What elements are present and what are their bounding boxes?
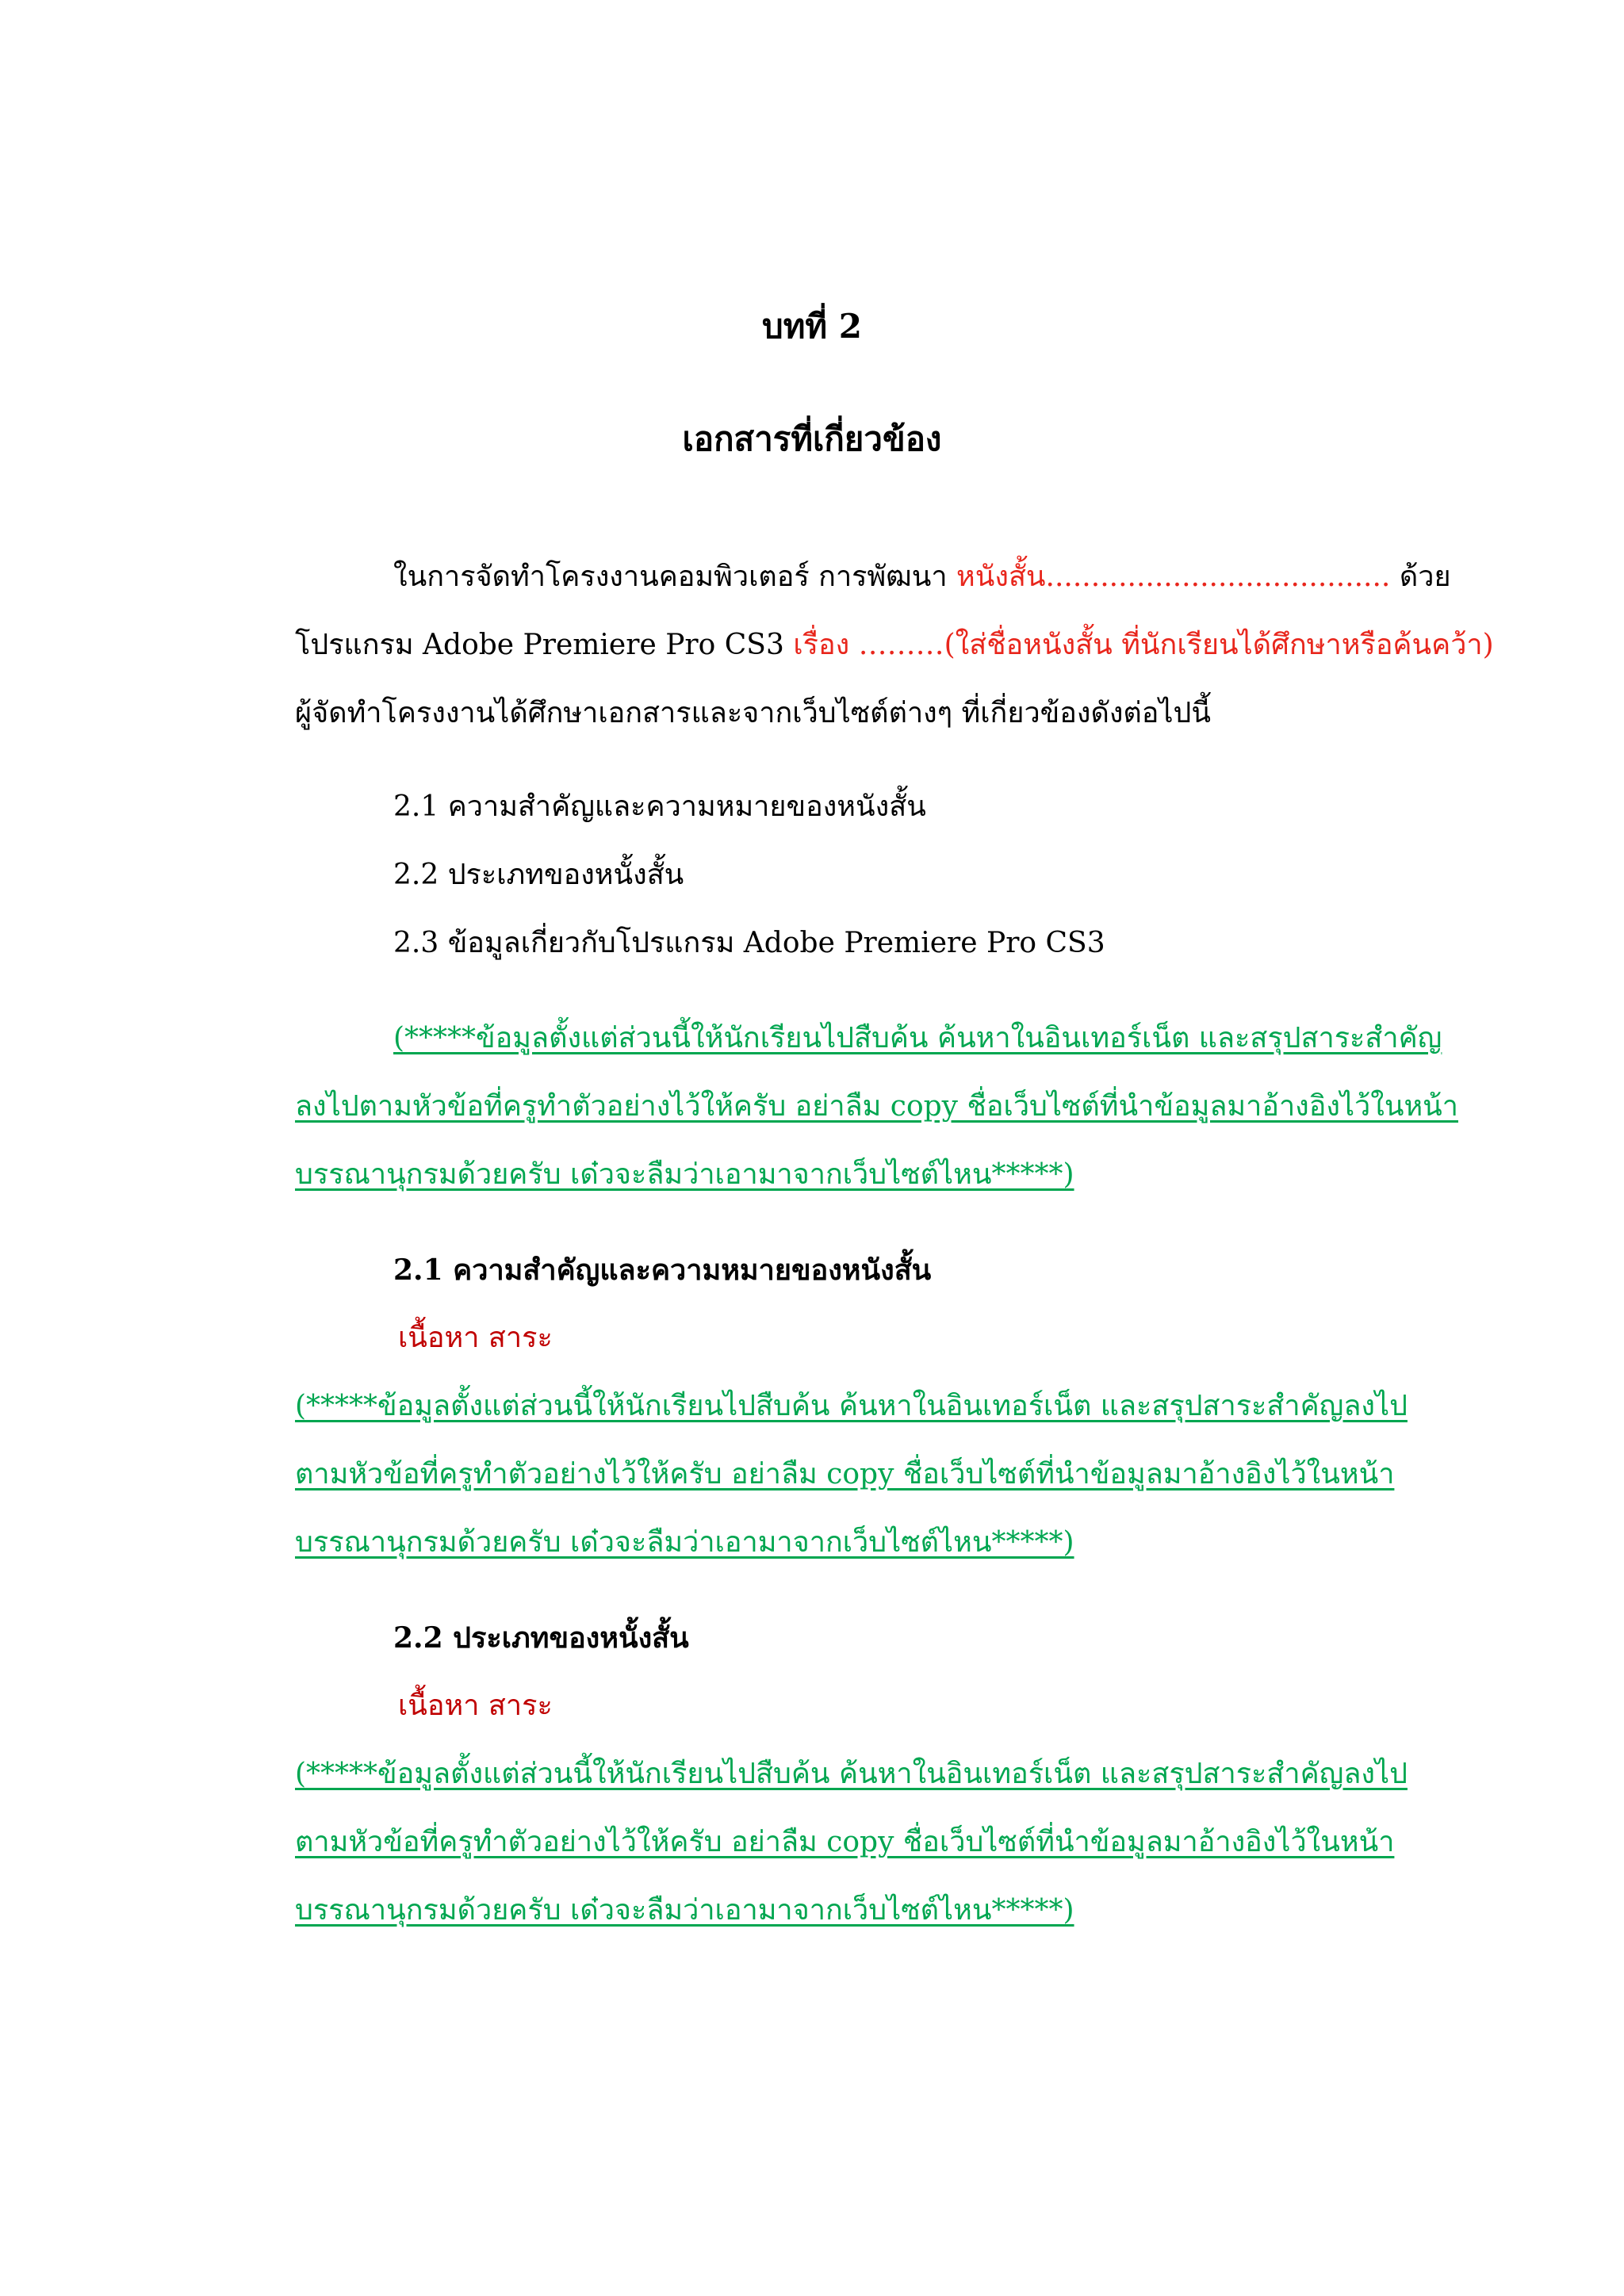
intro-title-placeholder: เรื่อง ………(ใส่ชื่อหนังสั้น ที่นักเรียนได้ศึกษาหรือค้นคว้า): [793, 629, 1494, 661]
chapter-title: เอกสารที่เกี่ยวข้อง: [682, 419, 942, 458]
section-2-1-note-line-1: (*****ข้อมูลตั้งแต่ส่วนนี้ให้นักเรียนไปสืบค้น ค้นหาในอินเทอร์เน็ต และสรุปสาระสำคัญลงไป: [295, 1390, 1408, 1422]
section-2-1-content-label: เนื้อหา สาระ: [398, 1322, 553, 1354]
note-1-line-3: บรรณานุกรมด้วยครับ เด๋วจะลืมว่าเอามาจากเว็บไซต์ไหน*****): [295, 1158, 1074, 1191]
intro-line-3: ผู้จัดทำโครงงานได้ศึกษาเอกสารและจากเว็บไซต์ต่างๆ ที่เกี่ยวข้องดังต่อไปนี้: [295, 697, 1211, 729]
note-1-line-1: (*****ข้อมูลตั้งแต่ส่วนนี้ให้นักเรียนไปสืบค้น ค้นหาในอินเทอร์เน็ต และสรุปสาระสำคัญ: [393, 1022, 1442, 1054]
intro-line-1-text: ในการจัดทำโครงงานคอมพิวเตอร์ การพัฒนา: [393, 561, 948, 593]
toc-item-3: 2.3 ข้อมูลเกี่ยวกับโปรแกรม Adobe Premiere Pro CS3: [393, 927, 1105, 959]
section-2-1-note-line-2: ตามหัวข้อที่ครูทำตัวอย่างไว้ให้ครับ อย่าลืม copy ชื่อเว็บไซต์ที่นำข้อมูลมาอ้างอิงไว้ในหน้า: [295, 1458, 1395, 1490]
note-1-line-2: ลงไปตามหัวข้อที่ครูทำตัวอย่างไว้ให้ครับ อย่าลืม copy ชื่อเว็บไซต์ที่นำข้อมูลมาอ้างอิงไว้ในหน้า: [295, 1090, 1458, 1123]
intro-line-2-text: โปรแกรม Adobe Premiere Pro CS3: [295, 629, 784, 661]
section-2-2-note-line-1: (*****ข้อมูลตั้งแต่ส่วนนี้ให้นักเรียนไปสืบค้น ค้นหาในอินเทอร์เน็ต และสรุปสาระสำคัญลงไป: [295, 1758, 1408, 1790]
intro-topic-placeholder: หนังสั้น......................................: [956, 561, 1391, 593]
intro-line-1-end: ด้วย: [1399, 561, 1451, 593]
section-2-2-note-line-2: ตามหัวข้อที่ครูทำตัวอย่างไว้ให้ครับ อย่าลืม copy ชื่อเว็บไซต์ที่นำข้อมูลมาอ้างอิงไว้ในหน้า: [295, 1826, 1395, 1858]
toc-item-1: 2.1 ความสำคัญและความหมายของหนังสั้น: [393, 790, 926, 823]
chapter-number: บทที่ 2: [762, 307, 862, 346]
section-2-2-heading: 2.2 ประเภทของหนั้งสั้น: [393, 1621, 689, 1655]
toc-item-2: 2.2 ประเภทของหนั้งสั้น: [393, 859, 684, 891]
section-2-1-heading: 2.1 ความสำคัญและความหมายของหนังสั้น: [393, 1253, 932, 1287]
section-2-1-note-line-3: บรรณานุกรมด้วยครับ เด๋วจะลืมว่าเอามาจากเว็บไซต์ไหน*****): [295, 1526, 1074, 1559]
intro-line-2: [295, 626, 1494, 664]
section-2-2-note-line-3: บรรณานุกรมด้วยครับ เด๋วจะลืมว่าเอามาจากเว็บไซต์ไหน*****): [295, 1894, 1074, 1927]
section-2-2-content-label: เนื้อหา สาระ: [398, 1689, 553, 1722]
intro-line-1: [393, 558, 1451, 596]
